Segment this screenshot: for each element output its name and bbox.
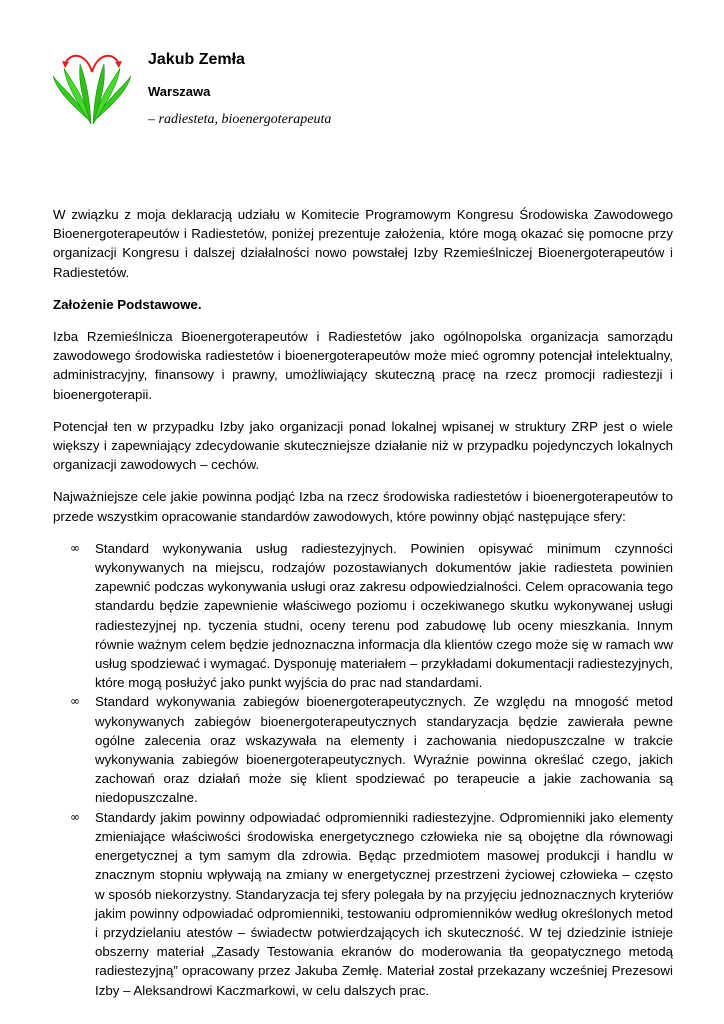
list-item [53, 808, 673, 1000]
infinity-bullet-icon: ∞ [70, 540, 80, 555]
paragraph-1: Izba Rzemieślnicza Bioenergoterapeutów i Radiestetów jako ogólnopolska organizacja samorządu zawodowego środowiska radiestetów i bioenergoterapeutów może mieć ogromny potencjał intelektualny, administracyjny, finansowy i prawny, umożliwiający skuteczną pracę na rzecz promocji radiestezji i bioenergoterapii. [53, 329, 673, 402]
section-heading: Założenie Podstawowe. [53, 296, 202, 312]
infinity-bullet-icon: ∞ [70, 809, 80, 824]
letter-body [53, 205, 673, 1000]
infinity-bullet-icon: ∞ [70, 694, 80, 709]
list-item-text: Standardy jakim powinny odpowiadać odpromienniki radiestezyjne. Odpromienniki jako elementy zmieniające właściwości środowiska energetycznego człowieka nie są obojętne dla równowagi energetycznej a tym samym dla zdrowia. Będąc przedmiotem masowej produkcji i handlu w znacznym stopniu wpływają na zmiany w energetycznej przestrzeni życiowej człowieka – często w sposób niekorzystny. Standaryzacja tej sfery polegała by na przyjęciu jednoznacznych kryteriów jakim powinny odpowiadać odpromienniki, testowaniu odpromienników według określonych metod i przydzielaniu atestów – świadectw potwierdzających ich skuteczność. W tej dziedzinie istnieje obszerny materiał „Zasady Testowania ekranów do moderowania tła geopatycznego metodą radiestezyjną” opracowany przez Jakuba Zemłę. Materiał został przekazany wcześniej Prezesowi Izby – Aleksandrowi Kaczmarkowi, w celu dalszych prac. [95, 809, 673, 998]
author-name: Jakub Zemła [148, 51, 245, 68]
intro-paragraph: W związku z moja deklaracją udziału w Komitecie Programowym Kongresu Środowiska Zawodowego Bioenergoterapeutów i Radiestetów, poniżej prezentuje założenia, które mogą okazać się pomocne przy organizacji Kongresu i dalszej działalności nowo powstałej Izby Rzemieślniczej Bioenergoterapeutów i Radiestetów. [53, 207, 673, 280]
author-city: Warszawa [148, 84, 211, 99]
paragraph-3: Najważniejsze cele jakie powinna podjąć Izba na rzecz środowiska radiestetów i bioenergoterapeutów to przede wszystkim opracowanie standardów zawodowych, które powinny objąć następujące sfery: [53, 489, 673, 524]
leaf-heart-logo [50, 50, 140, 130]
standards-list [53, 539, 673, 1000]
list-item [53, 539, 673, 693]
list-item [53, 692, 673, 807]
paragraph-2: Potencjał ten w przypadku Izby jako organizacji ponad lokalnej wpisanej w struktury ZRP jest o wiele większy i zapewniający zdecydowanie skuteczniejsze działanie niż w przypadku pojedynczych lokalnych organizacji zawodowych – cechów. [53, 418, 673, 473]
author-role: – radiesteta, bioenergoterapeuta [148, 112, 332, 127]
list-item-text: Standard wykonywania zabiegów bioenergoterapeutycznych. Ze względu na mnogość metod wykonywanych zabiegów bioenergoterapeutycznych standaryzacja będzie zawierała pewne ogólne zalecenia oraz wskazywała na elementy i zachowania niedopuszczalne w trakcie wykonywania zabiegów bioenergoterapeutycznych. Wyraźnie powinna określać czego, jakich zachowań oraz działań może się klient spodziewać po terapeucie a jakie zachowania są niedopuszczalne. [95, 694, 673, 806]
list-item-text: Standard wykonywania usług radiestezyjnych. Powinien opisywać minimum czynności wykonywanych na miejscu, rodzajów pozostawianych dokumentów jakie radiesteta powinien zapewnić podczas wykonywania usługi oraz zakresu odpowiedzialności. Celem opracowania tego standardu będzie zapewnienie właściwego poziomu i oczekiwanego skutku wykonywanej usługi radiestezyjnej np. tyczenia studni, oceny terenu pod zabudowę lub oceny mieszkania. Innym równie ważnym celem będzie jednoznaczna informacja dla klientów czego może się w ramach ww usług spodziewać i wymagać. Dysponuję materiałem – przykładami dokumentacji radiestezyjnych, które mogą posłużyć jako punkt wyjścia do prac nad standardami. [95, 540, 673, 691]
